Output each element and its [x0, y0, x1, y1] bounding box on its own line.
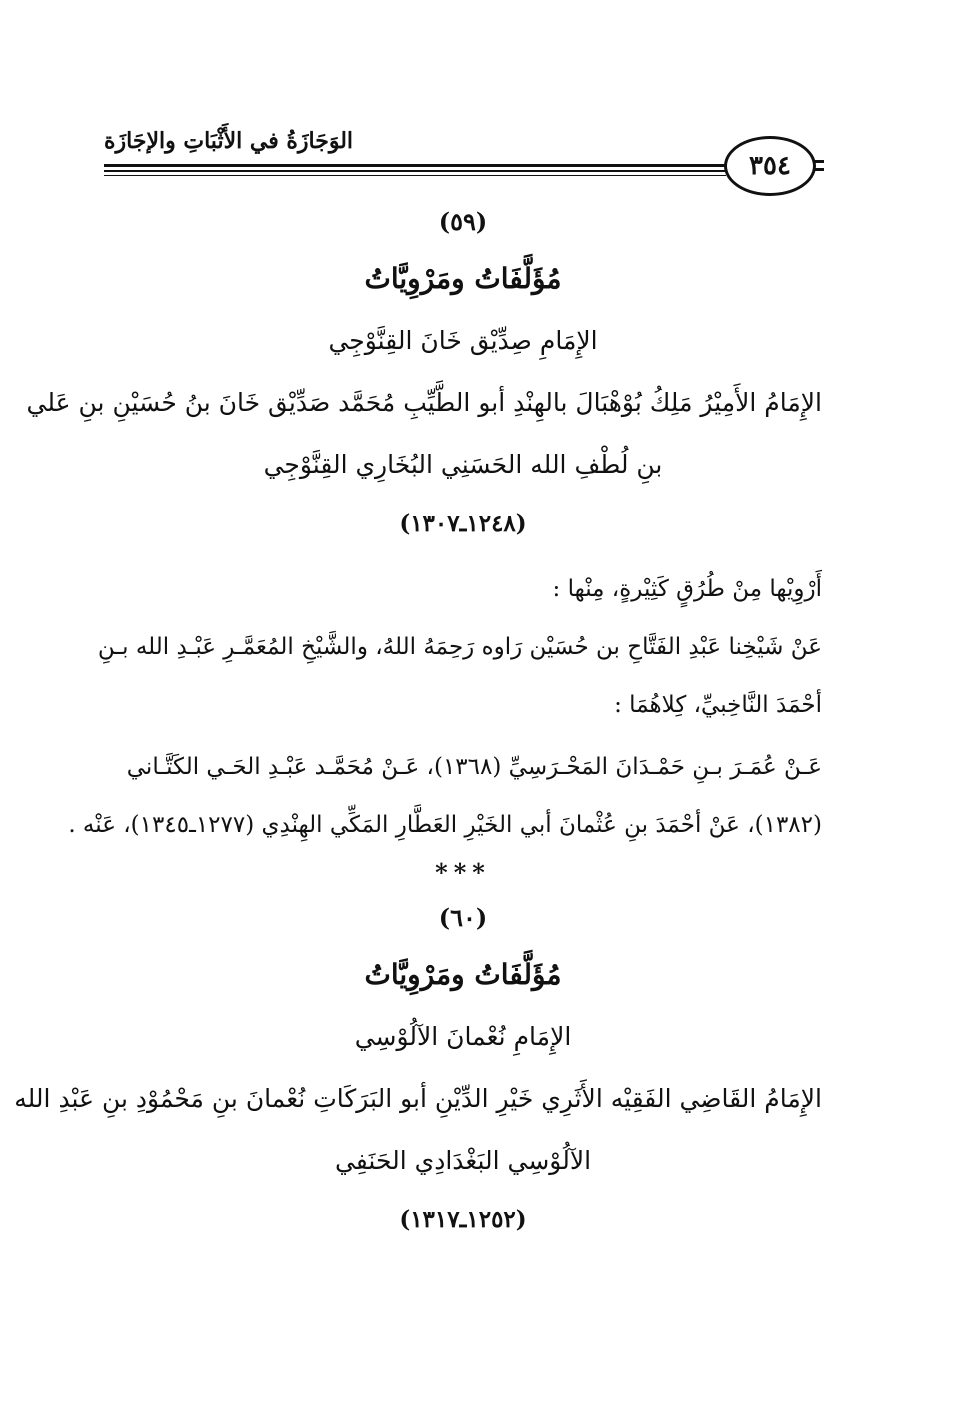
transmission-line: (١٣٨٢)، عَنْ أحْمَدَ بنِ عُثْمانَ أبي الخَيْرِ العَطَّارِ المَكِّي الهِنْدِي (١٢٧٧ـ١٣٤٥)، عَنْه .	[68, 812, 822, 838]
scholar-full-name-line: الإِمَامُ القَاضِي الفَقِيْه الأَثَرِي خَيْرِ الدِّيْنِ أبو البَرَكَاتِ نُعْمانَ بنِ مَحْمُوْدِ بنِ عَبْدِ الله	[14, 1084, 822, 1113]
header-rule	[104, 175, 726, 176]
running-title: الوَجَازَةُ في الأَثْبَاتِ والإجَازَة	[104, 128, 354, 154]
transmission-line: أَرْوِيْها مِنْ طُرُقٍ كَثِيْرةٍ، مِنْها :	[552, 576, 822, 602]
page-header	[104, 112, 822, 192]
header-rule	[104, 170, 726, 172]
scholar-full-name-line: بنِ لُطْفِ الله الحَسَنِي البُخَارِي القِنَّوْجِي	[263, 450, 663, 479]
header-rule	[104, 164, 726, 167]
transmission-line: عَـنْ عُمَـرَ بـنِ حَمْـدَانَ المَحْـرَسِيِّ (١٣٦٨)، عَـنْ مُحَمَّـد عَبْـدِ الحَـي الكَتَّـاني	[126, 754, 822, 780]
entry-heading: مُؤَلَّفَاتُ ومَرْوِيَّاتُ	[364, 262, 562, 295]
scholar-short-name: الإِمَامِ صِدِّيْق خَانَ القِنَّوْجِي	[328, 326, 598, 355]
transmission-line: أحْمَدَ النَّاخِبيِّ، كِلاهُمَا :	[614, 692, 822, 718]
entry-59	[26, 196, 822, 854]
scholar-full-name-line: الإِمَامُ الأَمِيْرُ مَلِكُ بُوْهْبَالَ بالهِنْدِ أبو الطَّيِّبِ مُحَمَّد صَدِّيْق خَانَ بنُ حُسَيْنِ بنِ عَلي	[26, 388, 822, 417]
section-separator: ***	[435, 858, 491, 887]
scholar-short-name: الإِمَامِ نُعْمانَ الآلُوْسِي	[354, 1022, 572, 1051]
entry-number: (٦٠)	[438, 903, 488, 932]
entry-number: (٥٩)	[438, 207, 488, 236]
page-content	[14, 196, 822, 1248]
scholar-dates: (١٢٥٢ـ١٣١٧)	[399, 1206, 527, 1233]
scholar-full-name-line: الآلُوْسِي البَغْدَادِي الحَنَفِي	[334, 1146, 592, 1175]
entry-60	[14, 892, 822, 1248]
page-number-oval: ٣٥٤	[724, 136, 816, 196]
scholar-dates: (١٢٤٨ـ١٣٠٧)	[399, 510, 527, 537]
entry-heading: مُؤَلَّفَاتُ ومَرْوِيَّاتُ	[364, 958, 562, 991]
transmission-line: عَنْ شَيْخِنا عَبْدِ الفَتَّاحِ بن حُسَيْن رَاوه رَحِمَهُ اللهُ، والشَّيْخِ المُعَمَّـرِ عَبْـدِ الله بـنِ	[97, 634, 822, 660]
